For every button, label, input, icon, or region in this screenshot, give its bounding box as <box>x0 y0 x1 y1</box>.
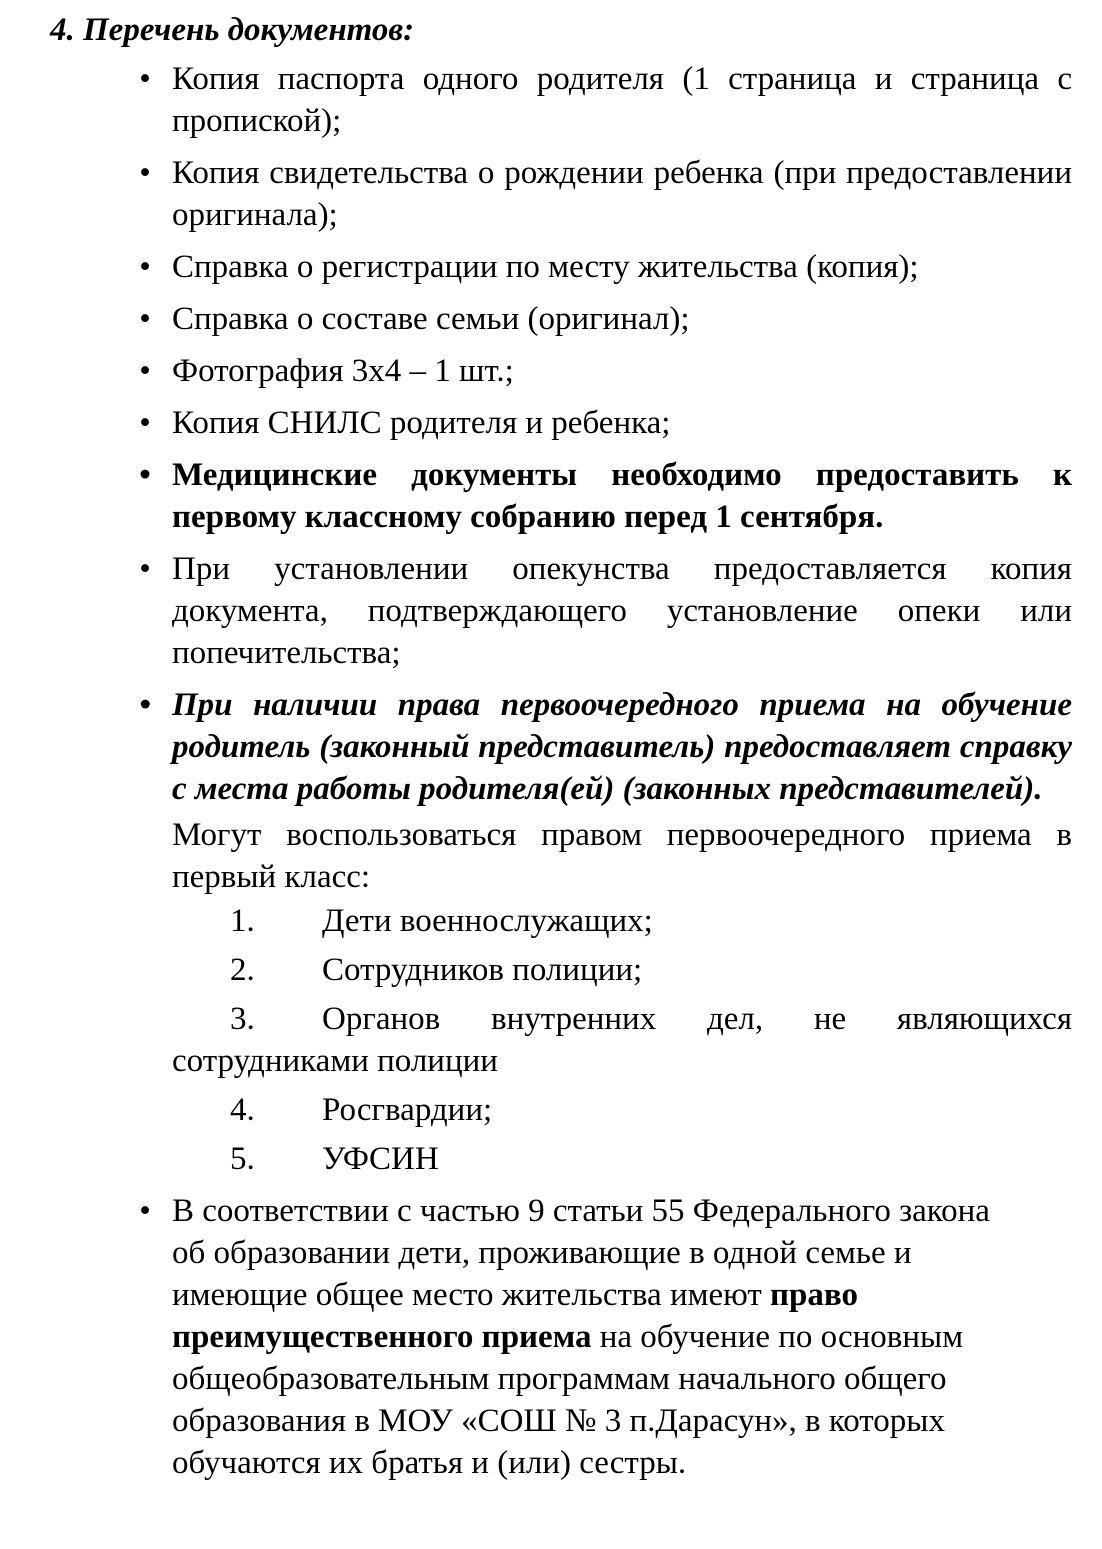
bullet-icon: • <box>139 353 151 389</box>
numbered-item-number: 1. <box>230 903 255 939</box>
bullet-icon: • <box>139 249 151 285</box>
numbered-item-number: 2. <box>230 952 255 988</box>
priority-numbered-list <box>172 900 1072 1180</box>
list-item-text: Медицинские документы необходимо предоставить к первому классному собранию перед 1 сентября. <box>172 457 1072 535</box>
numbered-item-number: 3. <box>230 1001 255 1037</box>
bullet-icon: • <box>139 1193 151 1229</box>
list-item-preferential-right <box>0 1190 1102 1484</box>
bullet-icon: • <box>139 301 151 337</box>
list-item-text: Фотография 3х4 – 1 шт.; <box>172 353 514 389</box>
list-item-snils <box>0 402 1102 444</box>
numbered-item-text: Сотрудников полиции; <box>322 952 643 988</box>
list-item-text: Справка о регистрации по месту жительства (копия); <box>172 249 919 285</box>
bullet-icon: • <box>139 551 151 587</box>
list-item-priority-admission <box>0 684 1102 1180</box>
numbered-item <box>172 900 1072 942</box>
numbered-item-text: УФСИН <box>322 1141 439 1177</box>
bullet-icon: • <box>139 155 151 191</box>
numbered-item-text: Органов внутренних дел, не являющихся сотрудниками полиции <box>172 1001 1072 1079</box>
list-item-text: Копия паспорта одного родителя (1 страница и страница с пропиской); <box>172 61 1072 139</box>
documents-list <box>0 58 1102 1494</box>
bullet-icon: • <box>139 687 151 723</box>
list-item-birth-certificate <box>0 152 1102 236</box>
bullet-icon: • <box>139 405 151 441</box>
numbered-item <box>172 998 1072 1082</box>
list-item-text-before: В соответствии с частью 9 статьи 55 Федерального закона об образовании дети, проживающие в одной семье и имеющие общее место жительства имеют <box>172 1193 990 1313</box>
list-item-text: Справка о составе семьи (оригинал); <box>172 301 690 337</box>
list-item-text: Копия свидетельства о рождении ребенка (при предоставлении оригинала); <box>172 155 1072 233</box>
list-item-family-composition <box>0 298 1102 340</box>
list-item-text-bold: право преимущественного приема <box>172 1277 858 1355</box>
priority-paragraph: Могут воспользоваться правом первоочередного приема в первый класс: <box>172 817 1072 895</box>
numbered-item <box>172 949 1072 991</box>
list-item-medical <box>0 454 1102 538</box>
list-item-registration <box>0 246 1102 288</box>
section-heading: 4. Перечень документов: <box>50 12 415 48</box>
list-item-passport <box>0 58 1102 142</box>
list-item-guardianship <box>0 548 1102 674</box>
numbered-item <box>172 1089 1072 1131</box>
numbered-item-text: Росгвардии; <box>322 1092 493 1128</box>
bullet-icon: • <box>139 61 151 97</box>
list-item-photo <box>0 350 1102 392</box>
list-item-text: Копия СНИЛС родителя и ребенка; <box>172 405 671 441</box>
bullet-icon: • <box>139 457 151 493</box>
list-item-text-after: на обучение по основным общеобразовательным программам начального общего образования в МОУ «СОШ № 3 п.Дарасун», в которых обучаются их братья и (или) сестры. <box>172 1319 964 1481</box>
list-item-text: При наличии права первоочередного приема на обучение родитель (законный представитель) предоставляет справку с места работы родителя(ей) (законных представителей). <box>172 687 1072 807</box>
numbered-item-number: 4. <box>230 1092 255 1128</box>
list-item-text: При установлении опекунства предоставляется копия документа, подтверждающего установление опеки или попечительства; <box>172 551 1072 671</box>
numbered-item <box>172 1138 1072 1180</box>
numbered-item-number: 5. <box>230 1141 255 1177</box>
numbered-item-text: Дети военнослужащих; <box>322 903 653 939</box>
